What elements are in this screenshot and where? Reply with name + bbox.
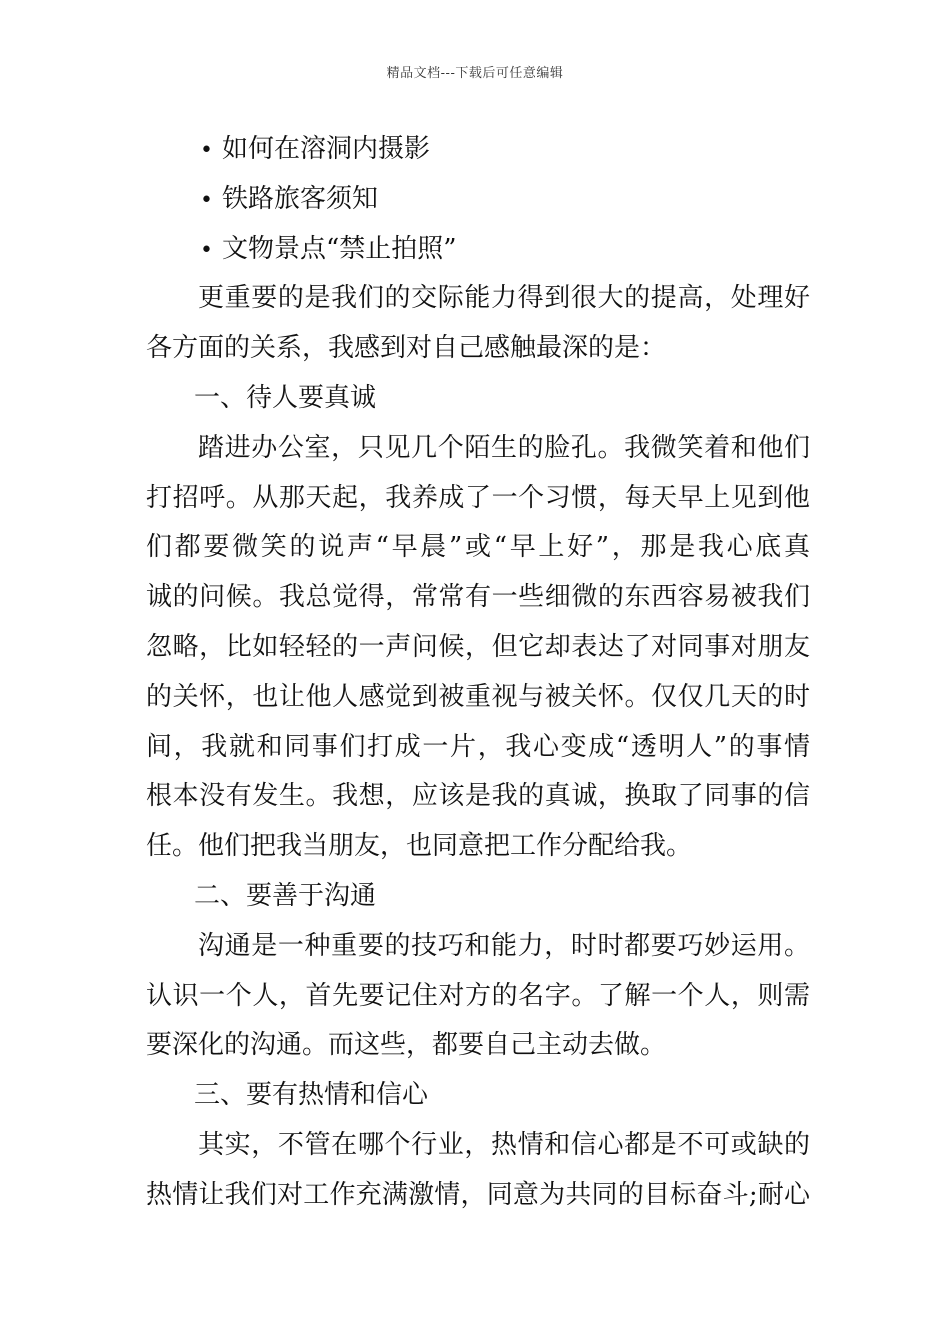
paragraph-line: 踏进办公室，只见几个陌生的脸孔。我微笑着和他们 [198, 432, 810, 463]
paragraph-line: 忽略，比如轻轻的一声问候，但它却表达了对同事对朋友 [146, 631, 810, 662]
bullet-item [146, 175, 810, 225]
bullet-text: 文物景点“禁止拍照” [222, 233, 457, 264]
bullet-item [146, 125, 810, 175]
paragraph-line: 打招呼。从那天起，我养成了一个习惯，每天早上见到他 [146, 482, 810, 513]
bullet-dot-icon: • [200, 138, 213, 163]
section-heading: 二、要善于沟通 [194, 880, 377, 911]
paragraph-line: 更重要的是我们的交际能力得到很大的提高，处理好 [198, 283, 810, 314]
paragraph-line: 沟通是一种重要的技巧和能力，时时都要巧妙运用。 [198, 930, 810, 961]
bullet-text: 如何在溶洞内摄影 [222, 134, 431, 164]
paragraph-line: 热情让我们对工作充满激情，同意为共同的目标奋斗;耐心 [146, 1179, 810, 1210]
section-heading: 一、待人要真诚 [194, 382, 377, 413]
bullet-dot-icon: • [200, 237, 213, 263]
paragraph-line: 们都要微笑的说声“早晨”或“早上好”，那是我心底真 [146, 532, 810, 563]
paragraph-line: 的关怀，也让他人感觉到被重视与被关怀。仅仅几天的时 [146, 681, 810, 712]
page-header: 精品文档---下载后可任意编辑 [386, 66, 564, 81]
paragraph-line: 任。他们把我当朋友，也同意把工作分配给我。 [146, 831, 693, 862]
bullet-text: 铁路旅客须知 [222, 183, 379, 214]
paragraph-line: 认识一个人，首先要记住对方的名字。了解一个人，则需 [146, 980, 810, 1011]
paragraph-line: 根本没有发生。我想，应该是我的真诚，换取了同事的信 [146, 781, 810, 812]
bullet-dot-icon: • [200, 187, 213, 213]
section-heading: 三、要有热情和信心 [194, 1080, 429, 1111]
paragraph-line: 各方面的关系，我感到对自己感触最深的是： [146, 333, 667, 364]
paragraph-line: 诚的问候。我总觉得，常常有一些细微的东西容易被我们 [146, 582, 810, 613]
bullet-item [146, 225, 810, 275]
paragraph-line: 要深化的沟通。而这些，都要自己主动去做。 [146, 1030, 667, 1061]
document-body [146, 125, 810, 1221]
paragraph-line: 间，我就和同事们打成一片，我心变成“透明人”的事情 [146, 731, 810, 762]
paragraph-line: 其实，不管在哪个行业，热情和信心都是不可或缺的 [198, 1129, 810, 1160]
